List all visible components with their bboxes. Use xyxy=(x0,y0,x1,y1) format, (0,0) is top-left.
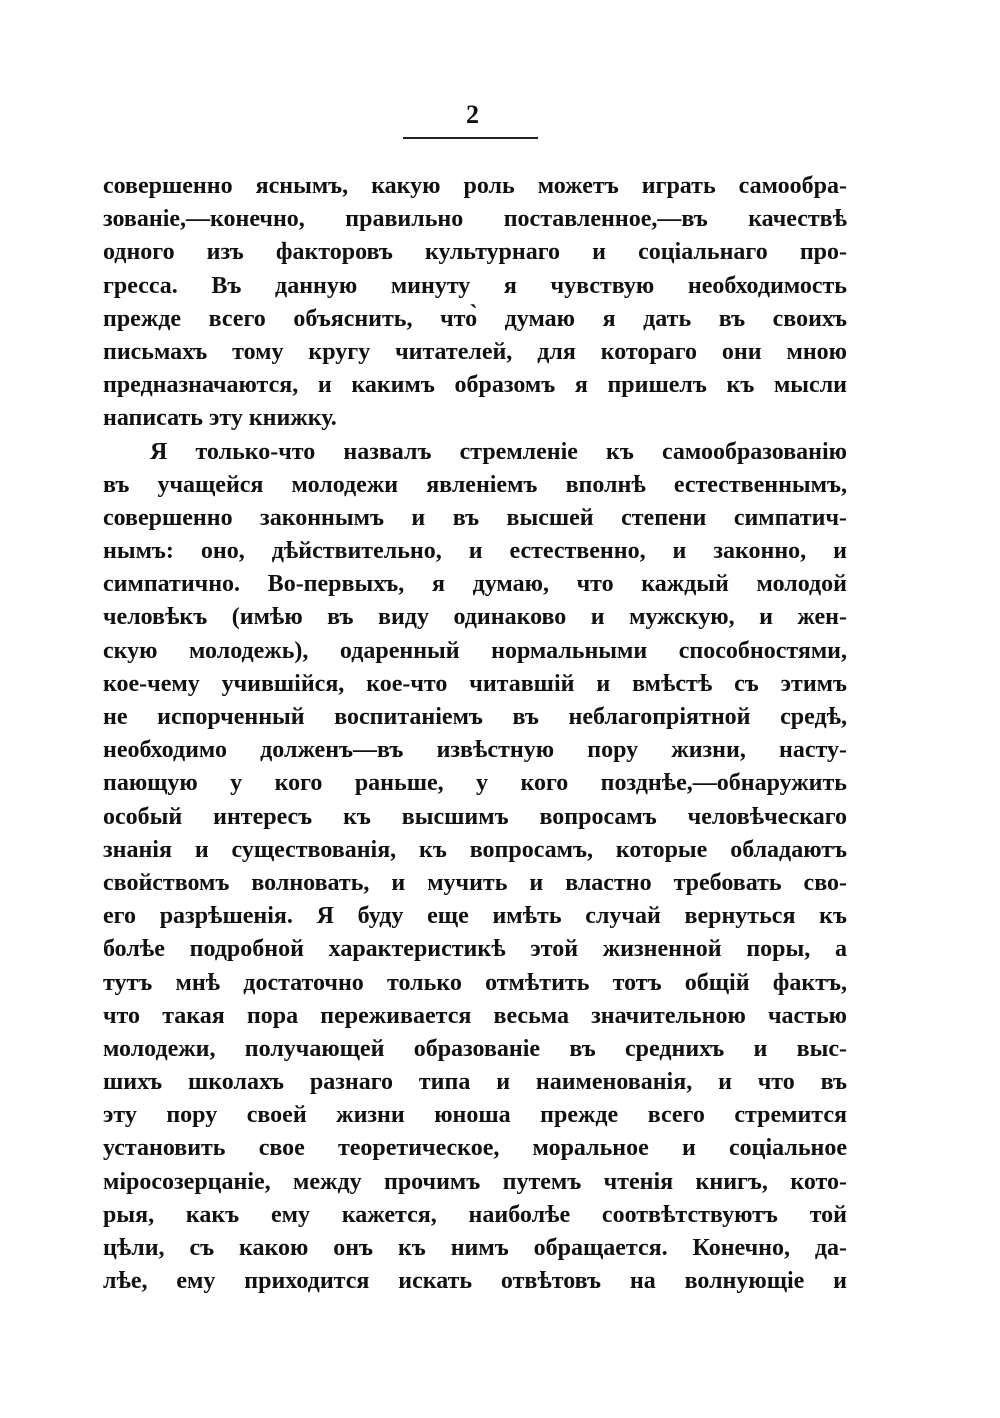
text-line: лѣе, ему приходится искать отвѣтовъ на волнующіе и xyxy=(103,1268,847,1295)
text-line: особый интересъ къ высшимъ вопросамъ человѣческаго xyxy=(103,803,847,830)
text-line: человѣкъ (имѣю въ виду одинаково и мужскую, и жен- xyxy=(103,604,847,631)
text-line: болѣе подробной характеристикѣ этой жизненной поры, а xyxy=(103,936,847,963)
text-line: молодежи, получающей образованіе въ среднихъ и выс- xyxy=(103,1035,847,1062)
text-line: гресса. Въ данную минуту я чувствую необходимость xyxy=(103,272,847,299)
text-line: рыя, какъ ему кажется, наиболѣе соотвѣтствуютъ той xyxy=(103,1201,847,1228)
text-line: зованіе,—конечно, правильно поставленное,—въ качествѣ xyxy=(103,206,847,233)
paragraph xyxy=(103,170,847,436)
text-line: совершенно яснымъ, какую роль можетъ играть самообра- xyxy=(103,173,847,199)
body-text xyxy=(103,170,847,1298)
text-line: совершенно законнымъ и въ высшей степени симпатич- xyxy=(103,504,847,531)
text-line: не испорченный воспитаніемъ въ неблагопріятной средѣ, xyxy=(103,704,847,730)
text-line: міросозерцаніе, между прочимъ путемъ чтенія книгъ, кото- xyxy=(103,1168,847,1195)
text-line: цѣли, съ какою онъ къ нимъ обращается. Конечно, да- xyxy=(103,1235,847,1261)
text-line: написать эту книжку. xyxy=(103,405,337,432)
text-line: скую молодежь), одаренный нормальными способностями, xyxy=(103,637,847,664)
text-line: нымъ: оно, дѣйствительно, и естественно, и законно, и xyxy=(103,538,847,565)
text-line: его разрѣшенія. Я буду еще имѣть случай вернуться къ xyxy=(103,903,847,930)
text-line: эту пору своей жизни юноша прежде всего стремится xyxy=(103,1102,847,1129)
page-number: 2 xyxy=(466,100,479,129)
text-line: тутъ мнѣ достаточно только отмѣтить тотъ общій фактъ, xyxy=(103,969,847,996)
text-line: пающую у кого раньше, у кого позднѣе,—обнаружить xyxy=(103,770,847,797)
text-line: письмахъ тому кругу читателей, для котораго они мною xyxy=(103,338,847,365)
text-line: свойствомъ волновать, и мучить и властно требовать сво- xyxy=(103,869,847,896)
text-line: въ учащейся молодежи явленіемъ вполнѣ естественнымъ, xyxy=(103,471,847,498)
text-line: что такая пора переживается весьма значительною частью xyxy=(103,1002,847,1029)
text-line: шихъ школахъ разнаго типа и наименованія, и что въ xyxy=(103,1069,847,1096)
text-line: знанія и существованія, къ вопросамъ, которые обладаютъ xyxy=(103,836,847,863)
header-rule xyxy=(403,137,538,139)
text-line: симпатично. Во-первыхъ, я думаю, что каждый молодой xyxy=(103,571,847,598)
text-line: кое-чему учившійся, кое-что читавшій и вмѣстѣ съ этимъ xyxy=(103,670,847,697)
text-line: Я только-что назвалъ стремленіе къ самообразованію xyxy=(150,438,847,465)
text-line: установить свое теоретическое, моральное и соціальное xyxy=(103,1135,847,1162)
text-line: прежде всего объяснить, что̀ думаю я дать въ своихъ xyxy=(103,305,847,332)
text-line: предназначаются, и какимъ образомъ я пришелъ къ мысли xyxy=(103,372,847,399)
text-line: необходимо долженъ—въ извѣстную пору жизни, насту- xyxy=(103,737,847,764)
paragraph xyxy=(103,436,847,1299)
text-line: одного изъ факторовъ культурнаго и соціальнаго про- xyxy=(103,239,847,266)
